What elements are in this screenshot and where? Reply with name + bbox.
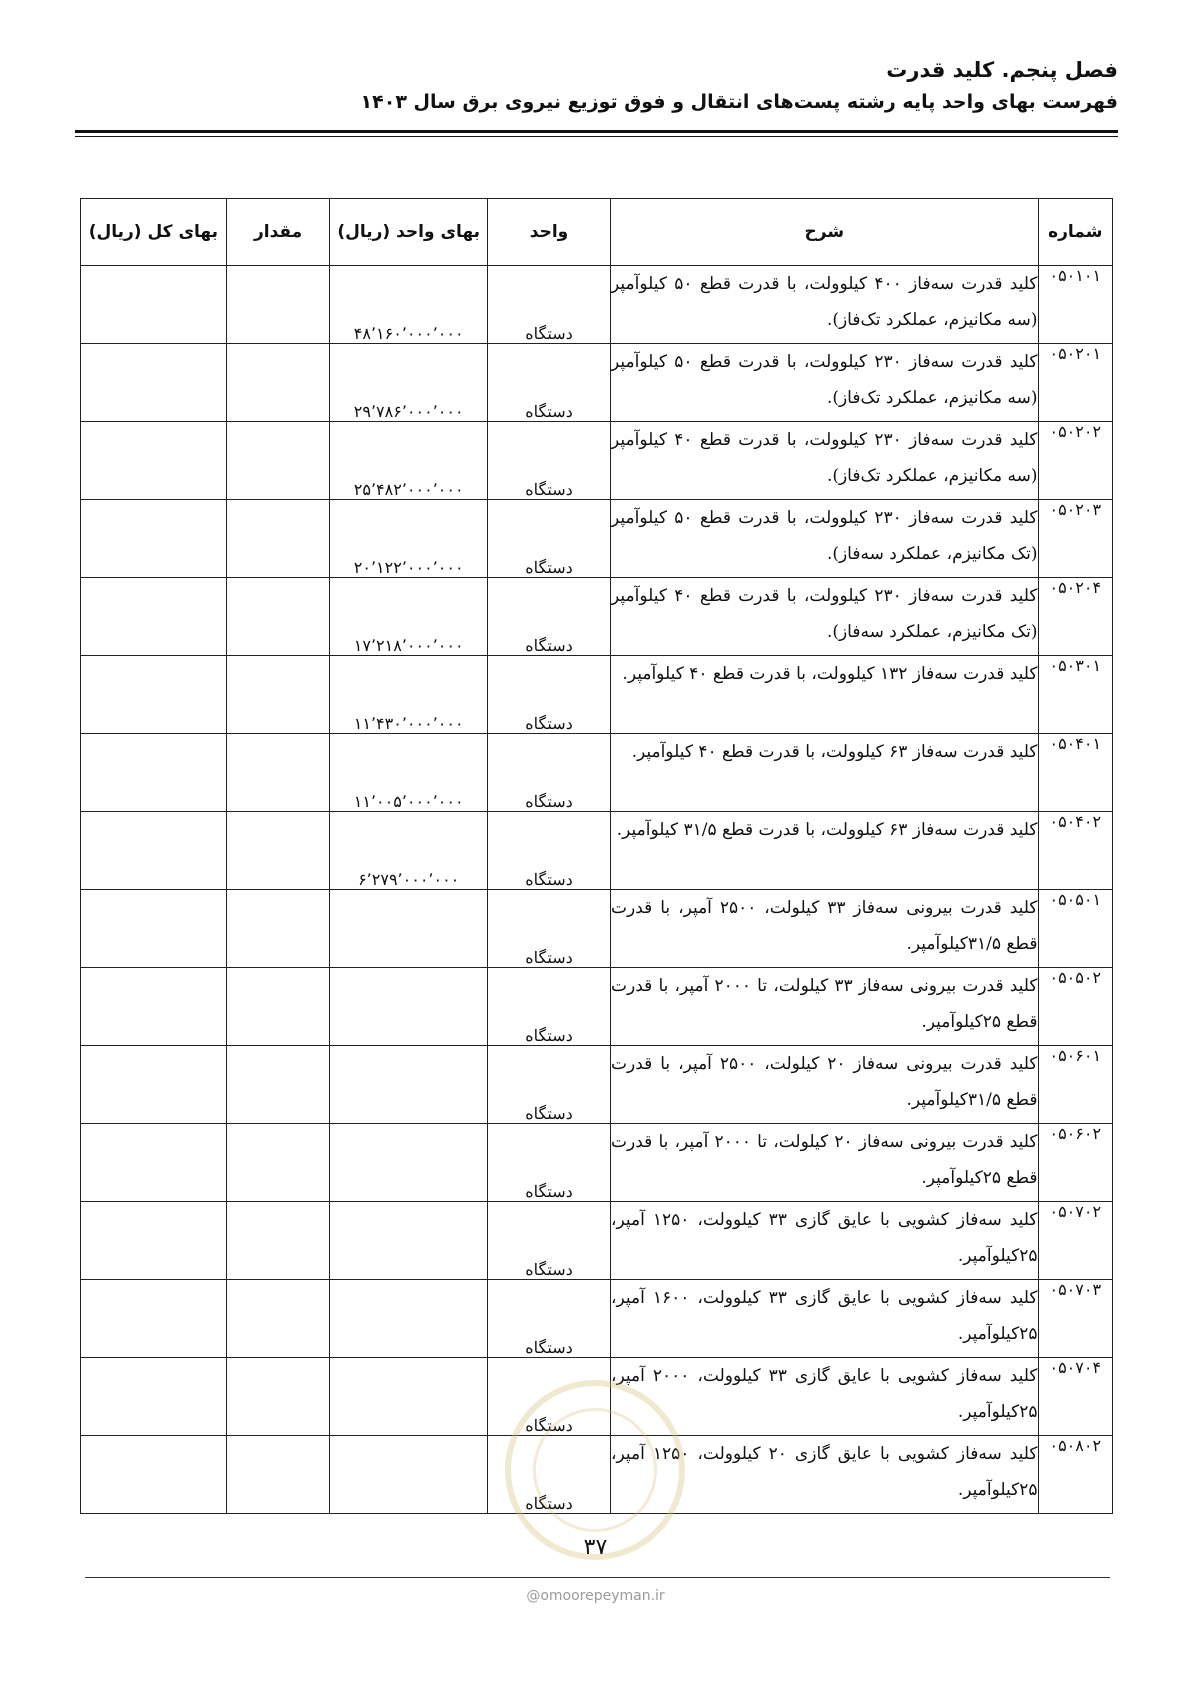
watermark-seal xyxy=(505,1380,685,1560)
table-row xyxy=(81,734,1113,812)
item-code: ۰۵۰۲۰۱ xyxy=(1038,344,1112,422)
item-unit-price xyxy=(330,1280,488,1358)
table-row xyxy=(81,890,1113,968)
item-total-price xyxy=(81,1358,227,1436)
item-code: ۰۵۰۳۰۱ xyxy=(1038,656,1112,734)
item-quantity xyxy=(226,1280,330,1358)
item-code: ۰۵۰۶۰۱ xyxy=(1038,1046,1112,1124)
item-quantity xyxy=(226,812,330,890)
item-unit-price xyxy=(330,1202,488,1280)
item-unit-price: ۲۵٬۴۸۲٬۰۰۰٬۰۰۰ xyxy=(330,422,488,500)
column-header-quantity: مقدار xyxy=(226,199,330,266)
item-quantity xyxy=(226,734,330,812)
item-code: ۰۵۰۷۰۴ xyxy=(1038,1358,1112,1436)
item-quantity xyxy=(226,968,330,1046)
item-quantity xyxy=(226,1358,330,1436)
table-row xyxy=(81,1280,1113,1358)
item-code: ۰۵۰۲۰۴ xyxy=(1038,578,1112,656)
item-unit-price xyxy=(330,1124,488,1202)
table-row xyxy=(81,812,1113,890)
chapter-title: فصل پنجم. کلید قدرت xyxy=(886,58,1118,82)
item-description: کلید قدرت سه‌فاز ۶۳ کیلوولت، با قدرت قطع ۴۰ کیلوآمپر. xyxy=(611,734,1038,812)
item-total-price xyxy=(81,1202,227,1280)
column-header-code: شماره xyxy=(1038,199,1112,266)
item-total-price xyxy=(81,890,227,968)
column-header-total-price: بهای کل (ریال) xyxy=(81,199,227,266)
item-unit: دستگاه xyxy=(487,656,610,734)
item-unit: دستگاه xyxy=(487,1046,610,1124)
item-unit: دستگاه xyxy=(487,734,610,812)
item-description: کلید قدرت بیرونی سه‌فاز ۲۰ کیلولت، تا ۲۰۰۰ آمپر، با قدرت قطع ۲۵کیلوآمپر. xyxy=(611,1124,1038,1202)
item-total-price xyxy=(81,1124,227,1202)
table-row xyxy=(81,500,1113,578)
table-row xyxy=(81,344,1113,422)
item-unit: دستگاه xyxy=(487,1436,610,1514)
item-unit: دستگاه xyxy=(487,578,610,656)
header-rule-thin xyxy=(75,136,1118,137)
item-total-price xyxy=(81,500,227,578)
item-unit: دستگاه xyxy=(487,1358,610,1436)
item-unit: دستگاه xyxy=(487,968,610,1046)
item-code: ۰۵۰۲۰۲ xyxy=(1038,422,1112,500)
item-unit: دستگاه xyxy=(487,1124,610,1202)
item-description: کلید سه‌فاز کشویی با عایق گازی ۳۳ کیلوولت، ۱۶۰۰ آمپر، ۲۵کیلوآمپر. xyxy=(611,1280,1038,1358)
item-unit: دستگاه xyxy=(487,812,610,890)
item-quantity xyxy=(226,266,330,344)
item-unit: دستگاه xyxy=(487,266,610,344)
item-unit-price: ۱۱٬۰۰۵٬۰۰۰٬۰۰۰ xyxy=(330,734,488,812)
item-description: کلید قدرت سه‌فاز ۴۰۰ کیلوولت، با قدرت قطع ۵۰ کیلوآمپر (سه مکانیزم، عملکرد تک‌فاز). xyxy=(611,266,1038,344)
item-unit: دستگاه xyxy=(487,1202,610,1280)
table-row xyxy=(81,578,1113,656)
item-unit-price xyxy=(330,1046,488,1124)
page-header xyxy=(75,55,1118,117)
column-header-unit-price: بهای واحد (ریال) xyxy=(330,199,488,266)
item-unit-price xyxy=(330,890,488,968)
item-unit: دستگاه xyxy=(487,500,610,578)
item-total-price xyxy=(81,1436,227,1514)
item-unit-price: ۶٬۲۷۹٬۰۰۰٬۰۰۰ xyxy=(330,812,488,890)
item-description: کلید قدرت سه‌فاز ۲۳۰ کیلوولت، با قدرت قطع ۴۰ کیلوآمپر (تک مکانیزم، عملکرد سه‌فاز). xyxy=(611,578,1038,656)
table-row xyxy=(81,656,1113,734)
item-total-price xyxy=(81,1046,227,1124)
item-total-price xyxy=(81,344,227,422)
item-description: کلید قدرت بیرونی سه‌فاز ۳۳ کیلولت، تا ۲۰۰۰ آمپر، با قدرت قطع ۲۵کیلوآمپر. xyxy=(611,968,1038,1046)
table-row xyxy=(81,422,1113,500)
item-code: ۰۵۰۷۰۳ xyxy=(1038,1280,1112,1358)
item-code: ۰۵۰۵۰۲ xyxy=(1038,968,1112,1046)
item-unit-price xyxy=(330,1358,488,1436)
item-total-price xyxy=(81,266,227,344)
item-description: کلید قدرت بیرونی سه‌فاز ۲۰ کیلولت، ۲۵۰۰ آمپر، با قدرت قطع ۳۱/۵کیلوآمپر. xyxy=(611,1046,1038,1124)
item-total-price xyxy=(81,968,227,1046)
item-quantity xyxy=(226,500,330,578)
item-unit-price: ۲۹٬۷۸۶٬۰۰۰٬۰۰۰ xyxy=(330,344,488,422)
item-description: کلید قدرت سه‌فاز ۲۳۰ کیلوولت، با قدرت قطع ۴۰ کیلوآمپر (سه مکانیزم، عملکرد تک‌فاز). xyxy=(611,422,1038,500)
item-total-price xyxy=(81,656,227,734)
item-quantity xyxy=(226,1436,330,1514)
item-total-price xyxy=(81,734,227,812)
item-description: کلید قدرت سه‌فاز ۲۳۰ کیلوولت، با قدرت قطع ۵۰ کیلوآمپر (سه مکانیزم، عملکرد تک‌فاز). xyxy=(611,344,1038,422)
item-unit-price xyxy=(330,1436,488,1514)
item-code: ۰۵۰۸۰۲ xyxy=(1038,1436,1112,1514)
column-header-unit: واحد xyxy=(487,199,610,266)
item-quantity xyxy=(226,422,330,500)
item-code: ۰۵۰۴۰۱ xyxy=(1038,734,1112,812)
item-unit-price xyxy=(330,968,488,1046)
item-quantity xyxy=(226,1046,330,1124)
item-unit-price: ۱۱٬۴۳۰٬۰۰۰٬۰۰۰ xyxy=(330,656,488,734)
item-code: ۰۵۰۲۰۳ xyxy=(1038,500,1112,578)
table-row xyxy=(81,968,1113,1046)
table-row xyxy=(81,1202,1113,1280)
item-code: ۰۵۰۶۰۲ xyxy=(1038,1124,1112,1202)
item-quantity xyxy=(226,578,330,656)
item-unit-price: ۲۰٬۱۲۲٬۰۰۰٬۰۰۰ xyxy=(330,500,488,578)
item-description: کلید سه‌فاز کشویی با عایق گازی ۲۰ کیلوولت، ۱۲۵۰ آمپر، ۲۵کیلوآمپر. xyxy=(611,1436,1038,1514)
item-total-price xyxy=(81,422,227,500)
item-quantity xyxy=(226,1124,330,1202)
table-row xyxy=(81,1046,1113,1124)
item-unit: دستگاه xyxy=(487,422,610,500)
column-header-description: شرح xyxy=(611,199,1038,266)
price-list-table xyxy=(80,198,1113,1514)
page-number: ۳۷ xyxy=(583,1535,608,1560)
item-description: کلید قدرت بیرونی سه‌فاز ۳۳ کیلولت، ۲۵۰۰ آمپر، با قدرت قطع ۳۱/۵کیلوآمپر. xyxy=(611,890,1038,968)
document-title: فهرست بهای واحد پایه رشته پست‌های انتقال و فوق توزیع نیروی برق سال ۱۴۰۳ xyxy=(360,91,1118,113)
item-unit-price: ۴۸٬۱۶۰٬۰۰۰٬۰۰۰ xyxy=(330,266,488,344)
table-row xyxy=(81,1124,1113,1202)
item-code: ۰۵۰۱۰۱ xyxy=(1038,266,1112,344)
item-quantity xyxy=(226,890,330,968)
item-quantity xyxy=(226,344,330,422)
table-header-row xyxy=(81,199,1113,266)
item-unit-price: ۱۷٬۲۱۸٬۰۰۰٬۰۰۰ xyxy=(330,578,488,656)
item-unit: دستگاه xyxy=(487,1280,610,1358)
item-quantity xyxy=(226,656,330,734)
table-row xyxy=(81,266,1113,344)
item-code: ۰۵۰۴۰۲ xyxy=(1038,812,1112,890)
item-description: کلید سه‌فاز کشویی با عایق گازی ۳۳ کیلوولت، ۱۲۵۰ آمپر، ۲۵کیلوآمپر. xyxy=(611,1202,1038,1280)
item-code: ۰۵۰۷۰۲ xyxy=(1038,1202,1112,1280)
item-unit: دستگاه xyxy=(487,344,610,422)
item-quantity xyxy=(226,1202,330,1280)
item-total-price xyxy=(81,812,227,890)
footer-website: @omoorepeyman.ir xyxy=(526,1588,665,1604)
item-description: کلید قدرت سه‌فاز ۶۳ کیلوولت، با قدرت قطع ۳۱/۵ کیلوآمپر. xyxy=(611,812,1038,890)
footer-rule xyxy=(85,1577,1110,1578)
item-total-price xyxy=(81,1280,227,1358)
item-code: ۰۵۰۵۰۱ xyxy=(1038,890,1112,968)
item-description: کلید سه‌فاز کشویی با عایق گازی ۳۳ کیلوولت، ۲۰۰۰ آمپر، ۲۵کیلوآمپر. xyxy=(611,1358,1038,1436)
header-rule-thick xyxy=(75,130,1118,133)
item-description: کلید قدرت سه‌فاز ۱۳۲ کیلوولت، با قدرت قطع ۴۰ کیلوآمپر. xyxy=(611,656,1038,734)
item-unit: دستگاه xyxy=(487,890,610,968)
item-description: کلید قدرت سه‌فاز ۲۳۰ کیلوولت، با قدرت قطع ۵۰ کیلوآمپر (تک مکانیزم، عملکرد سه‌فاز). xyxy=(611,500,1038,578)
item-total-price xyxy=(81,578,227,656)
